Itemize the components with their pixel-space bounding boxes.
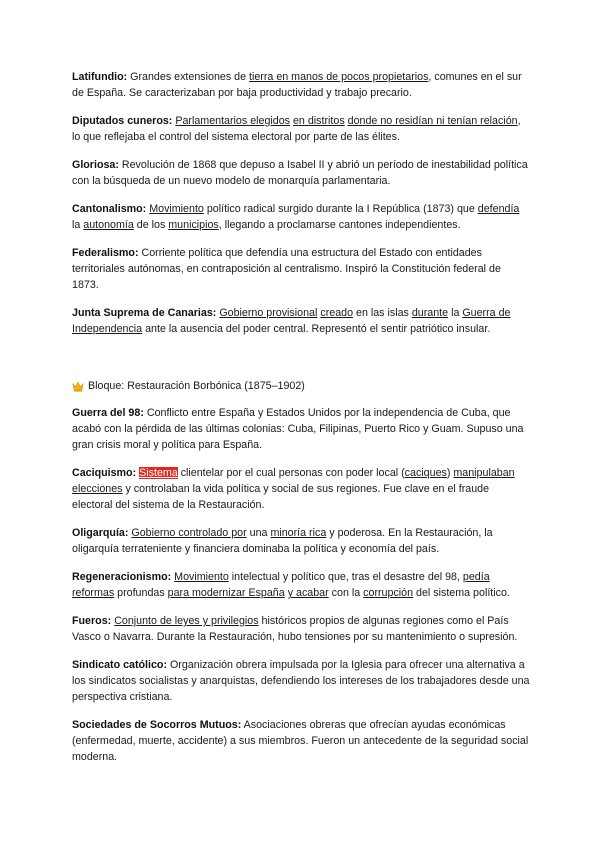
- definition-text: ante la ausencia del poder central. Representó el sentir patriótico insular.: [142, 323, 491, 335]
- glossary-entry: [72, 157, 530, 189]
- definition-text: del sistema político.: [413, 587, 510, 599]
- underlined-phrase: manipulaban elecciones: [72, 467, 515, 495]
- section-title-text: Bloque: Restauración Borbónica (1875–1902): [88, 380, 305, 392]
- underlined-phrase: Guerra de Independencia: [72, 307, 511, 335]
- definition-text: Grandes extensiones de: [127, 71, 249, 83]
- underlined-phrase: durante: [411, 307, 449, 319]
- glossary-term: Regeneracionismo:: [72, 571, 172, 583]
- highlighted-phrase: Sistema: [139, 467, 178, 479]
- underlined-phrase: y acabar: [287, 587, 329, 599]
- definition-text: intelectual y político que, tras el desastre del 98,: [228, 571, 463, 583]
- glossary-term: Caciquismo:: [72, 467, 137, 479]
- glossary-term: Oligarquía:: [72, 527, 129, 539]
- underlined-phrase: Parlamentarios elegidos: [175, 115, 290, 127]
- definition-text: , comunes en el sur de España. Se caracterizaban por baja productividad y trabajo precario.: [72, 71, 522, 99]
- definition-text: clientelar por el cual personas con poder local (: [177, 467, 405, 479]
- underlined-phrase: municipios: [168, 219, 219, 231]
- glossary-block-2: [72, 405, 530, 765]
- underlined-phrase: autonomía: [83, 219, 134, 231]
- underlined-phrase: Movimiento: [149, 203, 204, 215]
- definition-text: profundas: [114, 587, 168, 599]
- glossary-term: Sindicato católico:: [72, 659, 168, 671]
- definition-text: , llegando a proclamarse cantones independientes.: [218, 219, 461, 231]
- underlined-phrase: creado: [320, 307, 354, 319]
- definition-text: ): [446, 467, 454, 479]
- glossary-entry: [72, 305, 530, 337]
- glossary-entry: [72, 69, 530, 101]
- definition-text: históricos propios de algunas regiones como el País Vasco o Navarra. Durante la Restauración, hubo tensiones por su mantenimiento o supresión.: [72, 615, 518, 643]
- glossary-entry: [72, 405, 530, 453]
- underlined-phrase: corrupción: [363, 587, 414, 599]
- underlined-phrase: para modernizar España: [167, 587, 285, 599]
- glossary-term: Federalismo:: [72, 247, 139, 259]
- definition-text: Corriente política que defendía una estructura del Estado con entidades territoriales autónomas, en contraposición al centralismo. Inspiró la Constitución federal de 1873.: [72, 247, 501, 291]
- glossary-entry: [72, 465, 530, 513]
- underlined-phrase: pedía reformas: [72, 571, 490, 599]
- definition-text: con la: [328, 587, 364, 599]
- definition-text: Revolución de 1868 que depuso a Isabel II y abrió un período de inestabilidad política con la búsqueda de un nuevo modelo de monarquía parlamentaria.: [72, 159, 528, 187]
- underlined-phrase: en distritos: [292, 115, 345, 127]
- underlined-phrase: Gobierno provisional: [219, 307, 318, 319]
- glossary-term: Guerra del 98:: [72, 407, 144, 419]
- underlined-phrase: donde no residían ni tenían relación: [347, 115, 518, 127]
- glossary-entry: [72, 245, 530, 293]
- underlined-phrase: Movimiento: [174, 571, 229, 583]
- definition-text: la: [448, 307, 463, 319]
- section-heading: [72, 378, 530, 394]
- definition-text: político radical surgido durante la I República (1873) que: [203, 203, 478, 215]
- glossary-term: Diputados cuneros:: [72, 115, 173, 127]
- underlined-phrase: tierra en manos de pocos propietarios: [249, 71, 429, 83]
- definition-text: Organización obrera impulsada por la Iglesia para ofrecer una alternativa a los sindicatos socialistas y anarquistas, defendiendo los intereses de los trabajadores desde una perspectiva cristiana.: [72, 659, 530, 703]
- definition-text: una: [246, 527, 271, 539]
- glossary-term: Gloriosa:: [72, 159, 119, 171]
- glossary-term: Latifundio:: [72, 71, 128, 83]
- glossary-entry: [72, 569, 530, 601]
- definition-text: Asociaciones obreras que ofrecían ayudas económicas (enfermedad, muerte, accidente) a sus miembros. Fueron un antecedente de la seguridad social moderna.: [72, 719, 529, 763]
- definition-text: en las islas: [353, 307, 412, 319]
- glossary-entry: [72, 113, 530, 145]
- definition-text: y controlaban la vida política y social de sus regiones. Fue clave en el fraude electoral del sistema de la Restauración.: [72, 483, 490, 511]
- glossary-term: Fueros:: [72, 615, 112, 627]
- glossary-block-1: [72, 69, 530, 337]
- definition-text: y poderosa. En la Restauración, la oligarquía terrateniente y financiera dominaba la política y economía del país.: [72, 527, 493, 555]
- glossary-term: Cantonalismo:: [72, 203, 147, 215]
- definition-text: la: [72, 219, 84, 231]
- glossary-entry: [72, 657, 530, 705]
- glossary-entry: [72, 613, 530, 645]
- definition-text: de los: [133, 219, 169, 231]
- underlined-phrase: Gobierno controlado por: [131, 527, 247, 539]
- definition-text: , lo que reflejaba el control del sistema electoral por parte de las élites.: [72, 115, 521, 143]
- glossary-term: Sociedades de Socorros Mutuos:: [72, 719, 242, 731]
- underlined-phrase: Conjunto de leyes y privilegios: [114, 615, 259, 627]
- definition-text: Conflicto entre España y Estados Unidos por la independencia de Cuba, que acabó con la pérdida de las últimas colonias: Cuba, Filipinas, Puerto Rico y Guam. Supuso una gran crisis moral y política para España.: [72, 407, 524, 451]
- underlined-phrase: caciques: [404, 467, 447, 479]
- underlined-phrase: defendía: [477, 203, 520, 215]
- glossary-term: Junta Suprema de Canarias:: [72, 307, 217, 319]
- glossary-entry: [72, 525, 530, 557]
- underlined-phrase: minoría rica: [270, 527, 327, 539]
- crown-icon: [72, 381, 84, 392]
- glossary-entry: [72, 201, 530, 233]
- glossary-entry: [72, 717, 530, 765]
